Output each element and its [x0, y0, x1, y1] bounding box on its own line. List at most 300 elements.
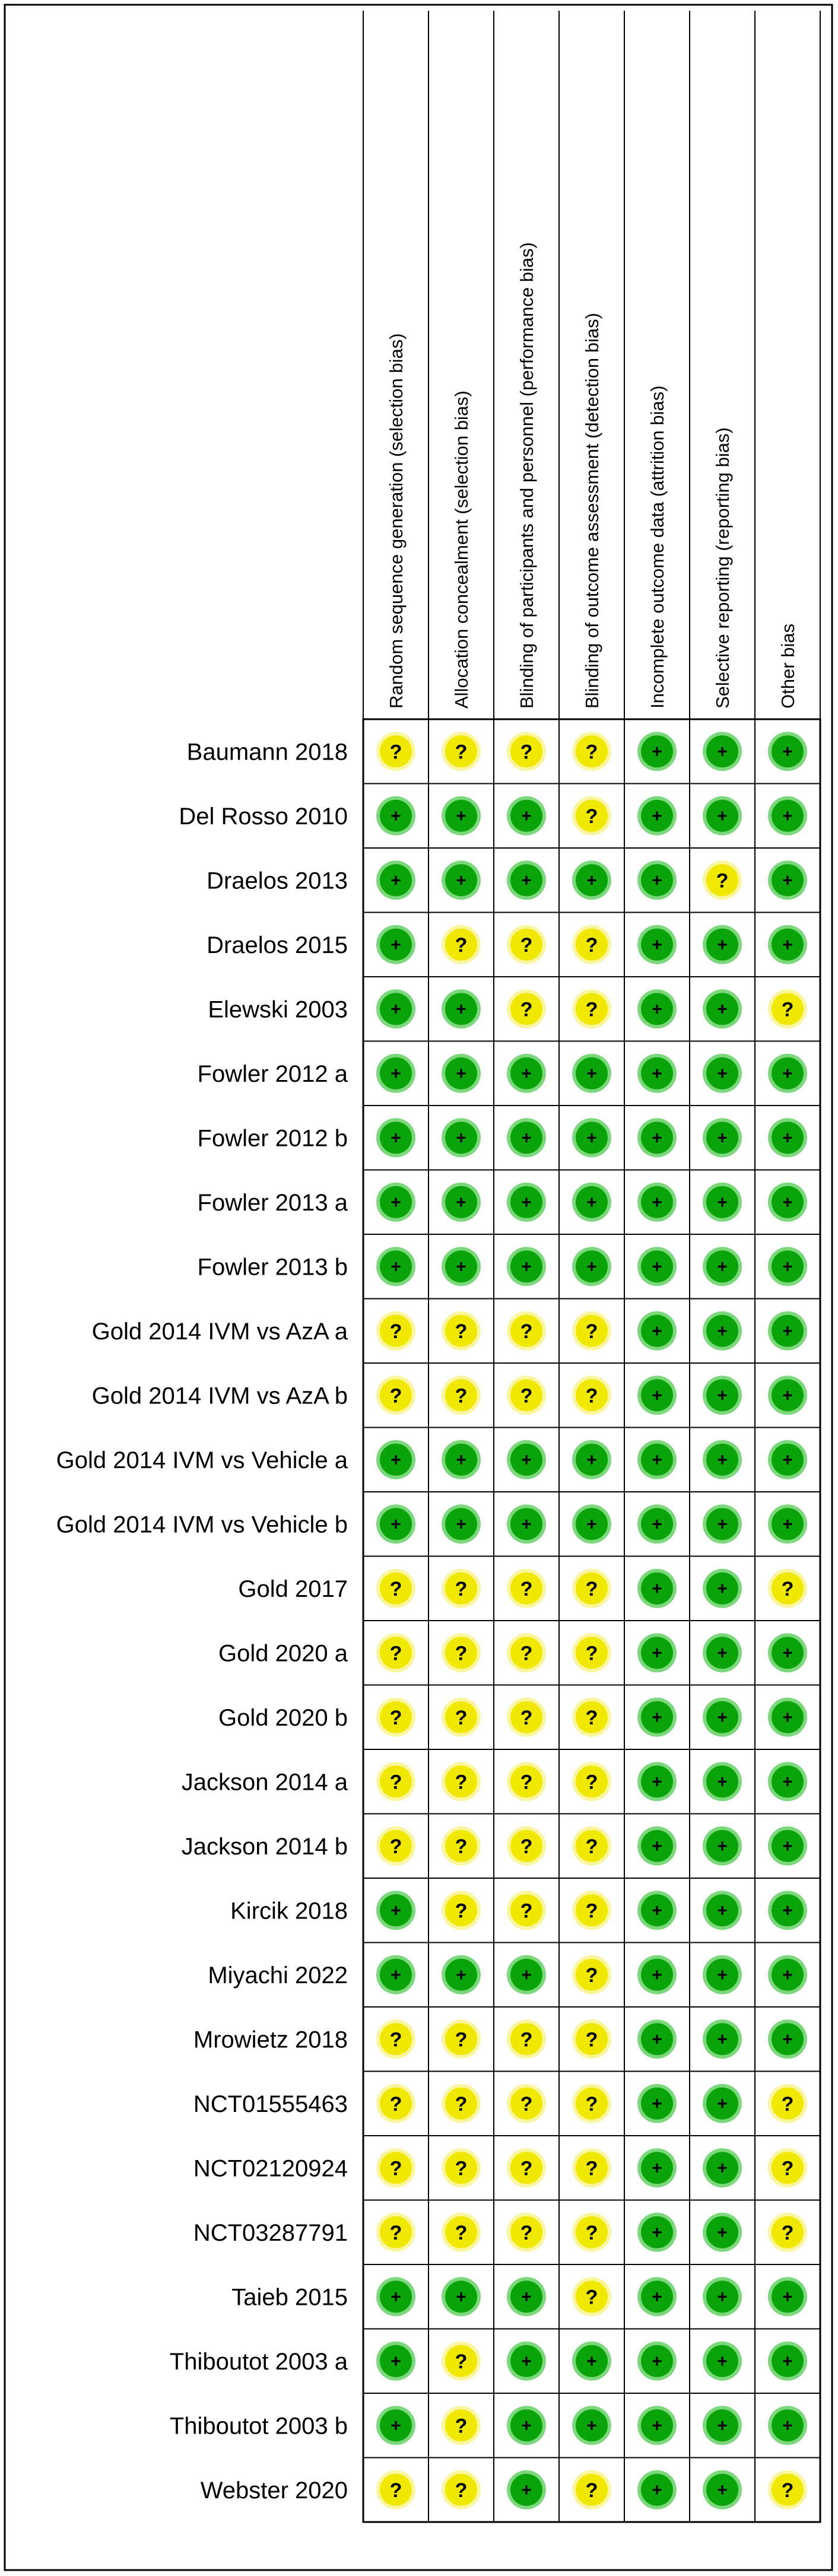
mark-symbol: ?	[781, 2092, 794, 2116]
mark-symbol: +	[586, 2351, 597, 2371]
unclear-risk-mark	[572, 2148, 611, 2187]
low-risk-mark	[637, 860, 677, 900]
mark-symbol: ?	[520, 2157, 533, 2180]
mark-symbol: ?	[389, 2479, 402, 2502]
mark-symbol: +	[652, 1901, 662, 1921]
low-risk-mark	[637, 2470, 677, 2510]
low-risk-mark	[768, 1118, 807, 1157]
mark-symbol: ?	[455, 1706, 468, 1729]
low-risk-mark	[376, 1440, 415, 1479]
mark-symbol: ?	[585, 2221, 598, 2244]
unclear-risk-mark	[376, 2470, 415, 2510]
low-risk-mark	[637, 989, 677, 1028]
low-risk-mark	[703, 1569, 742, 1608]
unclear-risk-mark	[442, 1891, 481, 1930]
unclear-risk-mark	[442, 732, 481, 771]
low-risk-mark	[637, 925, 677, 964]
mark-symbol: ?	[520, 1642, 533, 1665]
low-risk-mark	[637, 1827, 677, 1866]
low-risk-mark	[507, 796, 546, 836]
mark-symbol: +	[717, 2029, 728, 2050]
low-risk-mark	[703, 1504, 742, 1543]
mark-symbol: +	[717, 1063, 728, 1084]
unclear-risk-mark	[507, 2019, 546, 2059]
mark-symbol: ?	[585, 2479, 598, 2502]
unclear-risk-mark	[376, 1827, 415, 1866]
mark-symbol: ?	[389, 1577, 402, 1600]
mark-symbol: ?	[455, 2221, 468, 2244]
mark-symbol: ?	[520, 1384, 533, 1408]
low-risk-mark	[768, 1376, 807, 1415]
low-risk-mark	[703, 2470, 742, 2510]
mark-symbol: ?	[520, 1577, 533, 1600]
mark-symbol: +	[782, 1707, 793, 1727]
mark-symbol: +	[717, 1643, 728, 1663]
mark-symbol: ?	[585, 1642, 598, 1665]
study-label: Elewski 2003	[208, 996, 348, 1023]
low-risk-mark	[637, 1762, 677, 1801]
mark-symbol: +	[586, 871, 597, 891]
mark-symbol: +	[652, 2287, 662, 2307]
study-label: Draelos 2013	[207, 868, 348, 894]
low-risk-mark	[442, 1955, 481, 1994]
unclear-risk-mark	[572, 1376, 611, 1415]
mark-symbol: +	[782, 1772, 793, 1792]
mark-symbol: +	[456, 1128, 466, 1148]
unclear-risk-mark	[507, 1376, 546, 1415]
mark-symbol: ?	[520, 1900, 533, 1923]
unclear-risk-mark	[768, 2084, 807, 2123]
mark-symbol: ?	[781, 998, 794, 1021]
low-risk-mark	[376, 2406, 415, 2445]
low-risk-mark	[637, 2019, 677, 2059]
mark-symbol: +	[652, 2222, 662, 2243]
unclear-risk-mark	[572, 732, 611, 771]
mark-symbol: ?	[520, 2092, 533, 2116]
unclear-risk-mark	[507, 1569, 546, 1608]
low-risk-mark	[703, 732, 742, 771]
mark-symbol: +	[782, 1128, 793, 1148]
unclear-risk-mark	[572, 1633, 611, 1672]
mark-symbol: +	[456, 1063, 466, 1084]
low-risk-mark	[637, 1891, 677, 1930]
mark-symbol: ?	[585, 2157, 598, 2180]
low-risk-mark	[703, 925, 742, 964]
mark-symbol: +	[652, 1965, 662, 1985]
unclear-risk-mark	[442, 2019, 481, 2059]
mark-symbol: ?	[389, 741, 402, 764]
unclear-risk-mark	[572, 989, 611, 1028]
study-label: Gold 2017	[238, 1576, 348, 1602]
low-risk-mark	[768, 1504, 807, 1543]
mark-symbol: ?	[455, 2415, 468, 2438]
low-risk-mark	[768, 860, 807, 900]
low-risk-mark	[507, 1118, 546, 1157]
low-risk-mark	[572, 860, 611, 900]
mark-symbol: +	[717, 1772, 728, 1792]
mark-symbol: ?	[585, 805, 598, 828]
column-label-7: Other bias	[777, 623, 798, 709]
low-risk-mark	[637, 1247, 677, 1286]
low-risk-mark	[376, 1247, 415, 1286]
low-risk-mark	[637, 1504, 677, 1543]
study-label: Del Rosso 2010	[179, 803, 348, 830]
mark-symbol: +	[652, 2158, 662, 2178]
low-risk-mark	[703, 1054, 742, 1093]
mark-symbol: +	[652, 935, 662, 955]
low-risk-mark	[507, 2470, 546, 2510]
low-risk-mark	[768, 732, 807, 771]
mark-symbol: ?	[455, 1577, 468, 1600]
low-risk-mark	[703, 1311, 742, 1351]
mark-symbol: +	[652, 2029, 662, 2050]
low-risk-mark	[507, 1440, 546, 1479]
low-risk-mark	[442, 860, 481, 900]
study-label: Fowler 2012 a	[197, 1060, 348, 1087]
study-label: Gold 2014 IVM vs Vehicle a	[56, 1447, 348, 1473]
mark-symbol: ?	[389, 1835, 402, 1858]
low-risk-mark	[768, 1054, 807, 1093]
low-risk-mark	[703, 1376, 742, 1415]
unclear-risk-mark	[768, 989, 807, 1028]
low-risk-mark	[703, 1440, 742, 1479]
mark-symbol: +	[782, 1514, 793, 1535]
mark-symbol: ?	[585, 741, 598, 764]
low-risk-mark	[703, 2019, 742, 2059]
low-risk-mark	[768, 1440, 807, 1479]
unclear-risk-mark	[572, 2277, 611, 2316]
mark-symbol: +	[391, 2287, 401, 2307]
study-label: Fowler 2013 b	[197, 1254, 348, 1281]
low-risk-mark	[376, 989, 415, 1028]
mark-symbol: ?	[455, 933, 468, 957]
unclear-risk-mark	[703, 860, 742, 900]
low-risk-mark	[637, 1054, 677, 1093]
unclear-risk-mark	[442, 2084, 481, 2123]
column-label-3: Blinding of participants and personnel (performance bias)	[516, 242, 537, 709]
mark-symbol: +	[391, 2416, 401, 2436]
mark-symbol: +	[652, 1772, 662, 1792]
mark-symbol: ?	[781, 1577, 794, 1600]
mark-symbol: +	[782, 871, 793, 891]
low-risk-mark	[637, 2084, 677, 2123]
study-label: Gold 2020 a	[218, 1640, 348, 1667]
low-risk-mark	[703, 1183, 742, 1222]
mark-symbol: +	[782, 1257, 793, 1277]
column-label-5: Incomplete outcome data (attrition bias)	[647, 385, 668, 709]
mark-symbol: +	[782, 1836, 793, 1856]
low-risk-mark	[703, 1955, 742, 1994]
low-risk-mark	[507, 1054, 546, 1093]
mark-symbol: ?	[585, 933, 598, 957]
mark-symbol: +	[717, 999, 728, 1019]
low-risk-mark	[768, 1247, 807, 1286]
mark-symbol: +	[652, 742, 662, 762]
mark-symbol: +	[652, 1321, 662, 1341]
unclear-risk-mark	[376, 1633, 415, 1672]
mark-symbol: +	[521, 1450, 532, 1470]
unclear-risk-mark	[376, 2084, 415, 2123]
unclear-risk-mark	[442, 1569, 481, 1608]
low-risk-mark	[442, 796, 481, 836]
low-risk-mark	[703, 1118, 742, 1157]
study-label: Gold 2020 b	[218, 1704, 348, 1731]
mark-symbol: +	[652, 1128, 662, 1148]
unclear-risk-mark	[572, 1827, 611, 1866]
mark-symbol: ?	[781, 2479, 794, 2502]
low-risk-mark	[637, 1311, 677, 1351]
low-risk-mark	[376, 1955, 415, 1994]
low-risk-mark	[376, 1891, 415, 1930]
mark-symbol: +	[391, 806, 401, 826]
mark-symbol: +	[782, 742, 793, 762]
study-label: Webster 2020	[200, 2477, 348, 2504]
unclear-risk-mark	[572, 1891, 611, 1930]
low-risk-mark	[376, 2342, 415, 2381]
unclear-risk-mark	[572, 796, 611, 836]
low-risk-mark	[637, 796, 677, 836]
study-label: Fowler 2012 b	[197, 1125, 348, 1152]
mark-symbol: +	[521, 2480, 532, 2500]
mark-symbol: +	[586, 1257, 597, 1277]
unclear-risk-mark	[442, 1633, 481, 1672]
low-risk-mark	[376, 860, 415, 900]
low-risk-mark	[507, 2342, 546, 2381]
unclear-risk-mark	[442, 1311, 481, 1351]
mark-symbol: +	[521, 871, 532, 891]
unclear-risk-mark	[442, 1376, 481, 1415]
low-risk-mark	[376, 796, 415, 836]
unclear-risk-mark	[507, 1698, 546, 1737]
study-label: Baumann 2018	[186, 739, 348, 766]
mark-symbol: +	[717, 1836, 728, 1856]
mark-symbol: +	[782, 2416, 793, 2436]
mark-symbol: +	[391, 1257, 401, 1277]
mark-symbol: ?	[389, 1642, 402, 1665]
low-risk-mark	[768, 2019, 807, 2059]
mark-symbol: +	[456, 871, 466, 891]
mark-symbol: +	[652, 2416, 662, 2436]
mark-symbol: ?	[585, 1900, 598, 1923]
mark-symbol: +	[717, 1514, 728, 1535]
mark-symbol: ?	[389, 1384, 402, 1408]
mark-symbol: +	[782, 1643, 793, 1663]
low-risk-mark	[703, 2277, 742, 2316]
mark-symbol: ?	[520, 1320, 533, 1343]
mark-symbol: +	[391, 1128, 401, 1148]
low-risk-mark	[572, 1054, 611, 1093]
low-risk-mark	[507, 1504, 546, 1543]
low-risk-mark	[572, 1118, 611, 1157]
low-risk-mark	[768, 1698, 807, 1737]
mark-symbol: +	[456, 1192, 466, 1212]
low-risk-mark	[703, 1633, 742, 1672]
low-risk-mark	[637, 1955, 677, 1994]
unclear-risk-mark	[442, 2342, 481, 2381]
mark-symbol: +	[717, 2287, 728, 2307]
low-risk-mark	[637, 1376, 677, 1415]
mark-symbol: +	[652, 2351, 662, 2371]
study-label: Fowler 2013 a	[197, 1189, 348, 1216]
study-label: Kircik 2018	[230, 1898, 348, 1924]
mark-symbol: ?	[455, 2157, 468, 2180]
mark-symbol: ?	[520, 2028, 533, 2051]
mark-symbol: ?	[520, 1706, 533, 1729]
column-label-2: Allocation concealment (selection bias)	[451, 390, 472, 709]
mark-symbol: ?	[585, 1835, 598, 1858]
mark-symbol: +	[456, 1965, 466, 1985]
low-risk-mark	[637, 2406, 677, 2445]
mark-symbol: +	[782, 1386, 793, 1406]
mark-symbol: +	[456, 999, 466, 1019]
low-risk-mark	[376, 1183, 415, 1222]
study-label: Jackson 2014 b	[181, 1833, 348, 1860]
unclear-risk-mark	[376, 1569, 415, 1608]
low-risk-mark	[442, 2277, 481, 2316]
mark-symbol: +	[652, 871, 662, 891]
unclear-risk-mark	[572, 1762, 611, 1801]
low-risk-mark	[572, 2406, 611, 2445]
mark-symbol: +	[586, 1514, 597, 1535]
mark-symbol: +	[521, 1965, 532, 1985]
mark-symbol: ?	[389, 2028, 402, 2051]
low-risk-mark	[637, 732, 677, 771]
unclear-risk-mark	[507, 925, 546, 964]
mark-symbol: +	[717, 1386, 728, 1406]
mark-symbol: ?	[389, 2157, 402, 2180]
mark-symbol: +	[782, 1321, 793, 1341]
mark-symbol: ?	[585, 998, 598, 1021]
low-risk-mark	[768, 2277, 807, 2316]
low-risk-mark	[507, 860, 546, 900]
mark-symbol: ?	[716, 869, 729, 892]
mark-symbol: +	[717, 806, 728, 826]
mark-symbol: +	[717, 935, 728, 955]
mark-symbol: +	[586, 1192, 597, 1212]
unclear-risk-mark	[442, 1762, 481, 1801]
low-risk-mark	[768, 1633, 807, 1672]
low-risk-mark	[572, 1247, 611, 1286]
mark-symbol: ?	[520, 741, 533, 764]
low-risk-mark	[637, 2277, 677, 2316]
low-risk-mark	[768, 1891, 807, 1930]
unclear-risk-mark	[442, 1698, 481, 1737]
unclear-risk-mark	[442, 925, 481, 964]
mark-symbol: ?	[585, 1771, 598, 1794]
unclear-risk-mark	[572, 2019, 611, 2059]
mark-symbol: +	[652, 1192, 662, 1212]
low-risk-mark	[768, 1762, 807, 1801]
low-risk-mark	[637, 1183, 677, 1222]
study-label: Miyachi 2022	[208, 1962, 348, 1989]
mark-symbol: +	[717, 2351, 728, 2371]
unclear-risk-mark	[442, 2213, 481, 2252]
mark-symbol: +	[717, 1257, 728, 1277]
mark-symbol: +	[652, 1257, 662, 1277]
mark-symbol: +	[652, 1836, 662, 1856]
mark-symbol: +	[717, 2094, 728, 2114]
low-risk-mark	[637, 2148, 677, 2187]
mark-symbol: ?	[585, 1320, 598, 1343]
mark-symbol: +	[782, 935, 793, 955]
low-risk-mark	[703, 2213, 742, 2252]
study-label: NCT01555463	[193, 2091, 348, 2117]
column-label-4: Blinding of outcome assessment (detection bias)	[582, 313, 602, 709]
low-risk-mark	[507, 1955, 546, 1994]
mark-symbol: +	[717, 1901, 728, 1921]
low-risk-mark	[637, 2342, 677, 2381]
unclear-risk-mark	[376, 2148, 415, 2187]
study-label: NCT03287791	[193, 2219, 348, 2246]
unclear-risk-mark	[507, 2213, 546, 2252]
mark-symbol: +	[652, 1643, 662, 1663]
unclear-risk-mark	[507, 2084, 546, 2123]
mark-symbol: ?	[781, 2221, 794, 2244]
unclear-risk-mark	[572, 1698, 611, 1737]
mark-symbol: +	[391, 2351, 401, 2371]
mark-symbol: +	[521, 1514, 532, 1535]
unclear-risk-mark	[376, 732, 415, 771]
mark-symbol: ?	[389, 2221, 402, 2244]
low-risk-mark	[703, 2148, 742, 2187]
mark-symbol: ?	[389, 1320, 402, 1343]
unclear-risk-mark	[376, 1311, 415, 1351]
low-risk-mark	[572, 1440, 611, 1479]
unclear-risk-mark	[768, 2148, 807, 2187]
mark-symbol: +	[782, 2029, 793, 2050]
mark-symbol: ?	[585, 2028, 598, 2051]
low-risk-mark	[768, 2406, 807, 2445]
low-risk-mark	[507, 1247, 546, 1286]
low-risk-mark	[768, 1311, 807, 1351]
unclear-risk-mark	[507, 1827, 546, 1866]
low-risk-mark	[637, 1118, 677, 1157]
mark-symbol: +	[586, 1450, 597, 1470]
mark-symbol: +	[652, 2480, 662, 2500]
unclear-risk-mark	[572, 925, 611, 964]
low-risk-mark	[703, 1762, 742, 1801]
low-risk-mark	[768, 796, 807, 836]
low-risk-mark	[768, 1955, 807, 1994]
low-risk-mark	[376, 1054, 415, 1093]
mark-symbol: +	[717, 1450, 728, 1470]
unclear-risk-mark	[572, 2084, 611, 2123]
unclear-risk-mark	[442, 1827, 481, 1866]
unclear-risk-mark	[572, 2470, 611, 2510]
mark-symbol: +	[586, 1128, 597, 1148]
mark-symbol: ?	[389, 1706, 402, 1729]
low-risk-mark	[703, 2406, 742, 2445]
unclear-risk-mark	[768, 1569, 807, 1608]
low-risk-mark	[637, 1440, 677, 1479]
mark-symbol: +	[782, 1965, 793, 1985]
column-label-6: Selective reporting (reporting bias)	[712, 427, 733, 709]
mark-symbol: +	[652, 1514, 662, 1535]
mark-symbol: ?	[520, 1835, 533, 1858]
study-label: Jackson 2014 a	[181, 1769, 348, 1796]
mark-symbol: +	[586, 2416, 597, 2436]
mark-symbol: ?	[520, 933, 533, 957]
unclear-risk-mark	[507, 1762, 546, 1801]
mark-symbol: +	[391, 871, 401, 891]
mark-symbol: +	[391, 935, 401, 955]
mark-symbol: +	[717, 2222, 728, 2243]
study-label: Gold 2014 IVM vs AzA b	[91, 1383, 348, 1409]
unclear-risk-mark	[507, 1311, 546, 1351]
study-label: Gold 2014 IVM vs Vehicle b	[56, 1511, 348, 1538]
mark-symbol: +	[521, 2416, 532, 2436]
low-risk-mark	[442, 1504, 481, 1543]
